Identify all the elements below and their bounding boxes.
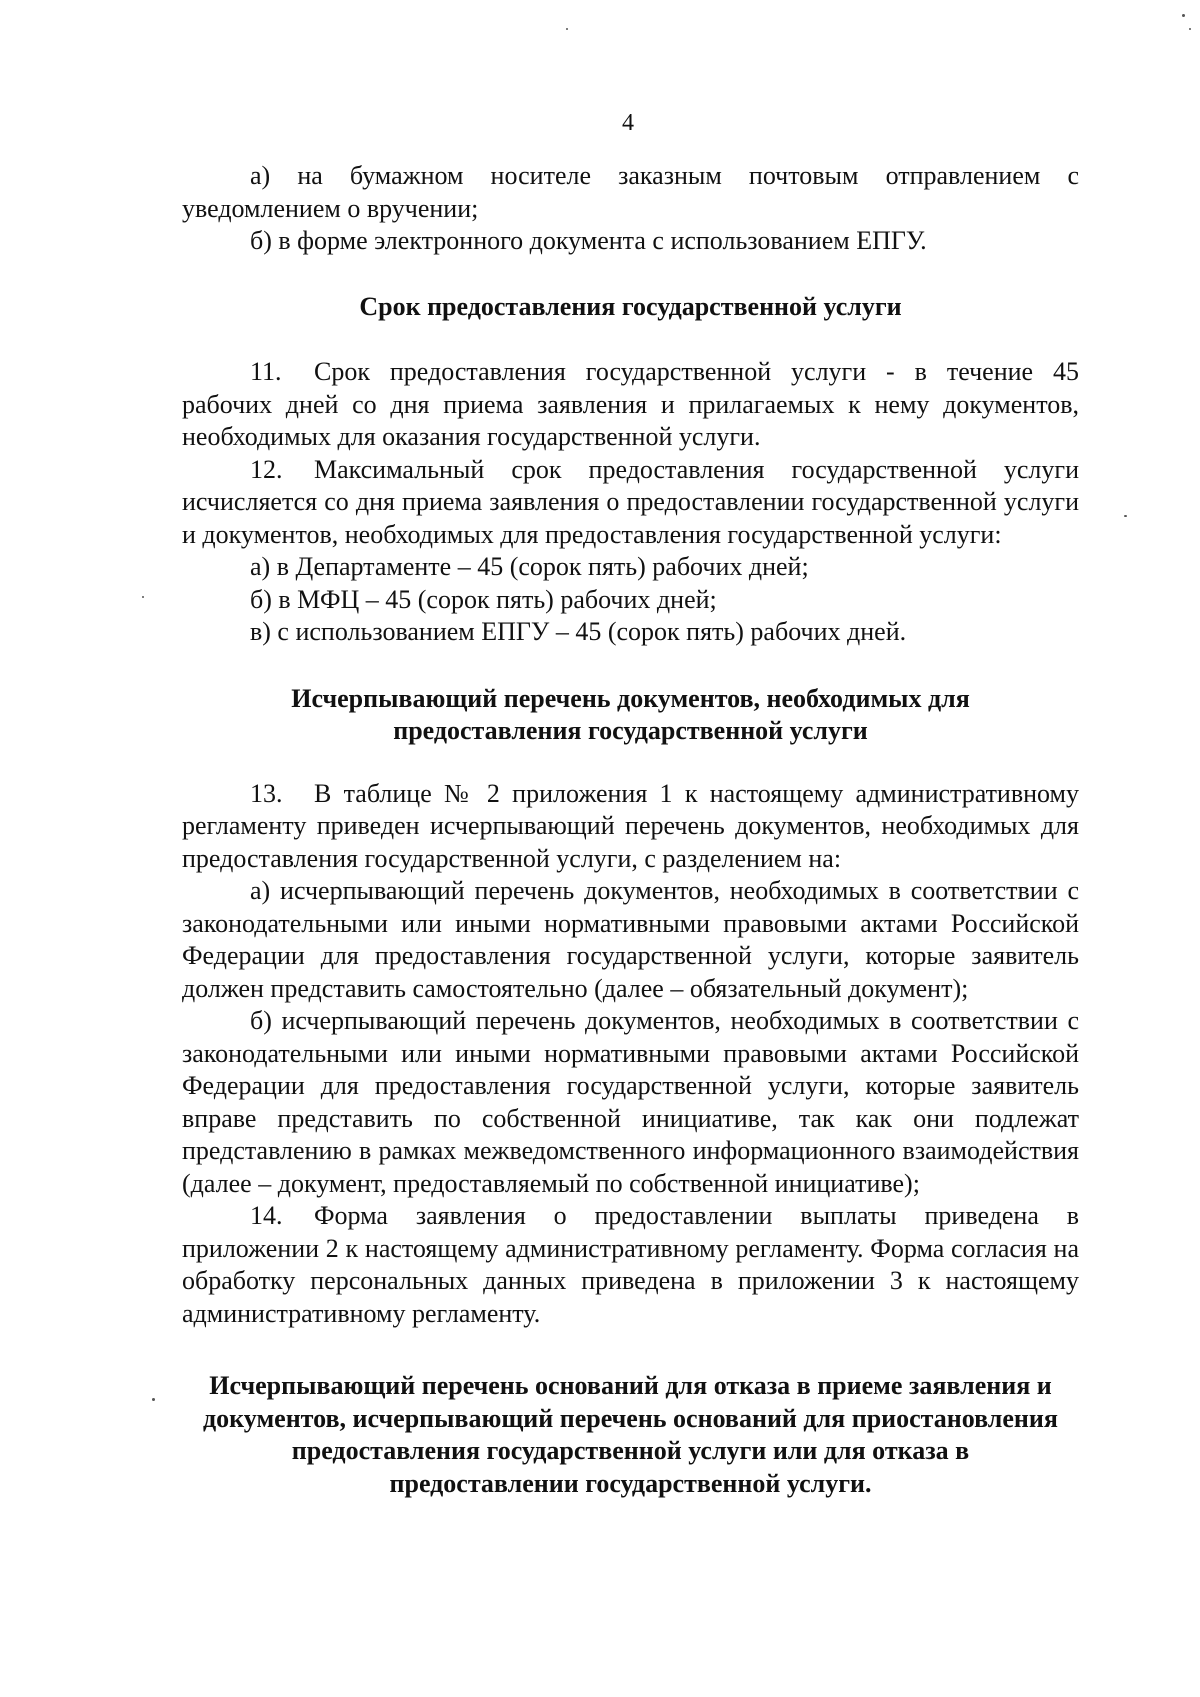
- scan-speck: [142, 596, 144, 598]
- term-item-a: а) в Департаменте – 45 (сорок пять) рабочих дней;: [250, 552, 809, 581]
- heading-refusal-line-2: документов, исчерпывающий перечень оснований для приостановления: [203, 1403, 1058, 1433]
- heading-documents: [182, 683, 1079, 748]
- paragraph-12-number: 12.: [250, 454, 283, 484]
- paragraph-13: [182, 778, 1079, 876]
- heading-documents-line-2: предоставления государственной услуги: [393, 716, 868, 745]
- paragraph-12: [182, 454, 1079, 552]
- page-number: 4: [622, 110, 634, 136]
- intro-item-a: а) на бумажном носителе заказным почтовым отправлением с уведомлением о вручении;: [182, 161, 1079, 223]
- paragraph-11-number: 11.: [250, 357, 282, 386]
- paragraph-13-number: 13.: [250, 778, 283, 808]
- documents-item-a: а) исчерпывающий перечень документов, необходимых в соответствии с законодательными или иными нормативными правовыми актами Российской Федерации для предоставления государственной услуги, которые заявитель должен представить самостоятельно (далее – обязательный документ);: [182, 876, 1079, 1003]
- paragraph-11-text: Срок предоставления государственной услуги - в течение 45 рабочих дней со дня приема заявления и прилагаемых к нему документов, необходимых для оказания государственной услуги.: [182, 357, 1079, 451]
- heading-refusal-line-1: Исчерпывающий перечень оснований для отказа в приеме заявления и: [209, 1371, 1052, 1400]
- term-item-c: в) с использованием ЕПГУ – 45 (сорок пять) рабочих дней.: [250, 617, 907, 646]
- scan-speck: [152, 1398, 155, 1401]
- documents-item-b: б) исчерпывающий перечень документов, необходимых в соответствии с законодательными или иными нормативными правовыми актами Российской Федерации для предоставления государственной услуги, которые заявитель вправе представить по собственной инициативе, так как они подлежат представлению в рамках межведомственного информационного взаимодействия (далее – документ, предоставляемый по собственной инициативе);: [182, 1006, 1079, 1198]
- term-item-b: б) в МФЦ – 45 (сорок пять) рабочих дней;: [250, 584, 717, 614]
- paragraph-12-text: Максимальный срок предоставления государственной услуги исчисляется со дня приема заявления о предоставлении государственной услуги и документов, необходимых для предоставления государственной услуги:: [182, 454, 1079, 549]
- page-content: [182, 160, 1079, 1500]
- scan-speck: [566, 28, 568, 30]
- paragraph-11: [182, 356, 1079, 454]
- paragraph-14-number: 14.: [250, 1201, 283, 1230]
- scan-speck: [1124, 515, 1127, 517]
- heading-term: Срок предоставления государственной услуги: [359, 291, 902, 321]
- heading-documents-line-1: Исчерпывающий перечень документов, необходимых для: [291, 683, 970, 713]
- heading-refusal: [172, 1370, 1089, 1500]
- paragraph-14-text: Форма заявления о предоставлении выплаты приведена в приложении 2 к настоящему административному регламенту. Форма согласия на обработку персональных данных приведена в приложении 3 к настоящему административному регламенту.: [182, 1201, 1079, 1328]
- scan-speck: [1182, 14, 1185, 17]
- scan-speck: [1189, 28, 1191, 30]
- heading-refusal-line-3: предоставления государственной услуги или для отказа в: [291, 1436, 970, 1465]
- paragraph-13-text: В таблице № 2 приложения 1 к настоящему административному регламенту приведен исчерпывающий перечень документов, необходимых для предоставления государственной услуги, с разделением на:: [182, 778, 1079, 873]
- paragraph-14: [182, 1200, 1079, 1330]
- intro-item-b: б) в форме электронного документа с использованием ЕПГУ.: [250, 226, 927, 255]
- heading-refusal-line-4: предоставлении государственной услуги.: [389, 1468, 872, 1498]
